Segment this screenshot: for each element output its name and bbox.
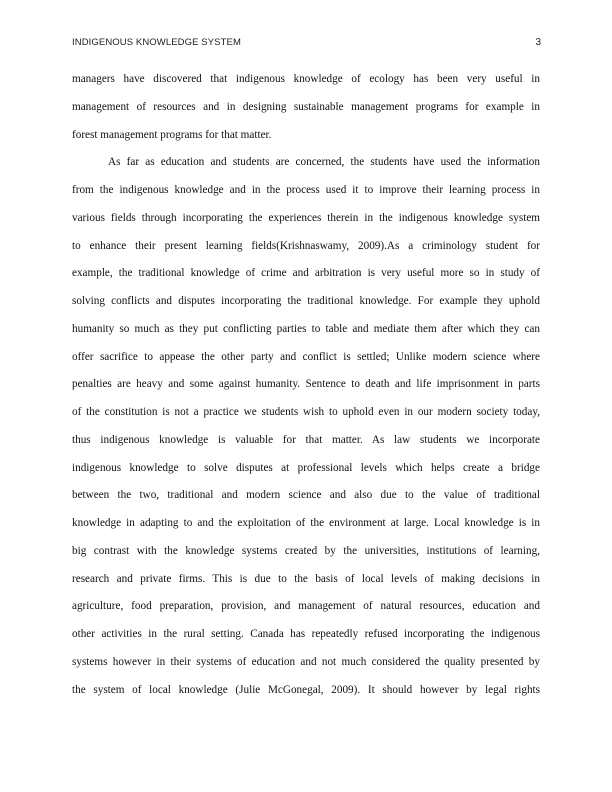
running-head: INDIGENOUS KNOWLEDGE SYSTEM bbox=[72, 37, 241, 48]
text-line: to enhance their present learning fields(Krishnaswamy, 2009).As a criminology student for bbox=[72, 239, 540, 252]
text-line: example, the traditional knowledge of crime and arbitration is very useful more so in study of bbox=[72, 267, 540, 280]
text-line: of the constitution is not a practice we students wish to uphold even in our modern society today, bbox=[72, 406, 540, 418]
text-line: knowledge in adapting to and the exploitation of the environment at large. Local knowledge is in bbox=[72, 517, 540, 529]
text-line: thus indigenous knowledge is valuable for that matter. As law students we incorporate bbox=[72, 433, 540, 446]
text-line: between the two, traditional and modern science and also due to the value of traditional bbox=[72, 489, 540, 502]
text-line: forest management programs for that matter. bbox=[72, 128, 272, 141]
text-line: humanity so much as they put conflicting parties to table and mediate them after which they can bbox=[72, 322, 540, 335]
page-number: 3 bbox=[535, 37, 541, 48]
text-line: research and private firms. This is due to the basis of local levels of making decisions in bbox=[72, 572, 540, 585]
text-line: from the indigenous knowledge and in the process used it to improve their learning process in bbox=[72, 184, 540, 196]
text-line: big contrast with the knowledge systems created by the universities, institutions of learning, bbox=[72, 544, 540, 557]
text-line: indigenous knowledge to solve disputes at professional levels which helps create a bridge bbox=[72, 461, 540, 474]
text-line: As far as education and students are concerned, the students have used the information bbox=[108, 156, 540, 169]
text-line: management of resources and in designing sustainable management programs for example in bbox=[72, 100, 540, 113]
text-line: solving conflicts and disputes incorporating the traditional knowledge. For example they uphold bbox=[72, 295, 540, 307]
text-line: various fields through incorporating the experiences therein in the indigenous knowledge system bbox=[72, 211, 540, 224]
text-line: managers have discovered that indigenous knowledge of ecology has been very useful in bbox=[72, 73, 540, 85]
text-line: systems however in their systems of education and not much considered the quality presented by bbox=[72, 655, 540, 668]
body-text bbox=[72, 68, 540, 706]
text-line: offer sacrifice to appease the other party and conflict is settled; Unlike modern science where bbox=[72, 350, 540, 363]
text-line: other activities in the rural setting. Canada has repeatedly refused incorporating the indigenous bbox=[72, 628, 540, 640]
text-line: the system of local knowledge (Julie McGonegal, 2009). It should however by legal rights bbox=[72, 683, 540, 696]
text-line: agriculture, food preparation, provision, and management of natural resources, education and bbox=[72, 600, 540, 613]
text-line: penalties are heavy and some against humanity. Sentence to death and life imprisonment in parts bbox=[72, 378, 540, 391]
